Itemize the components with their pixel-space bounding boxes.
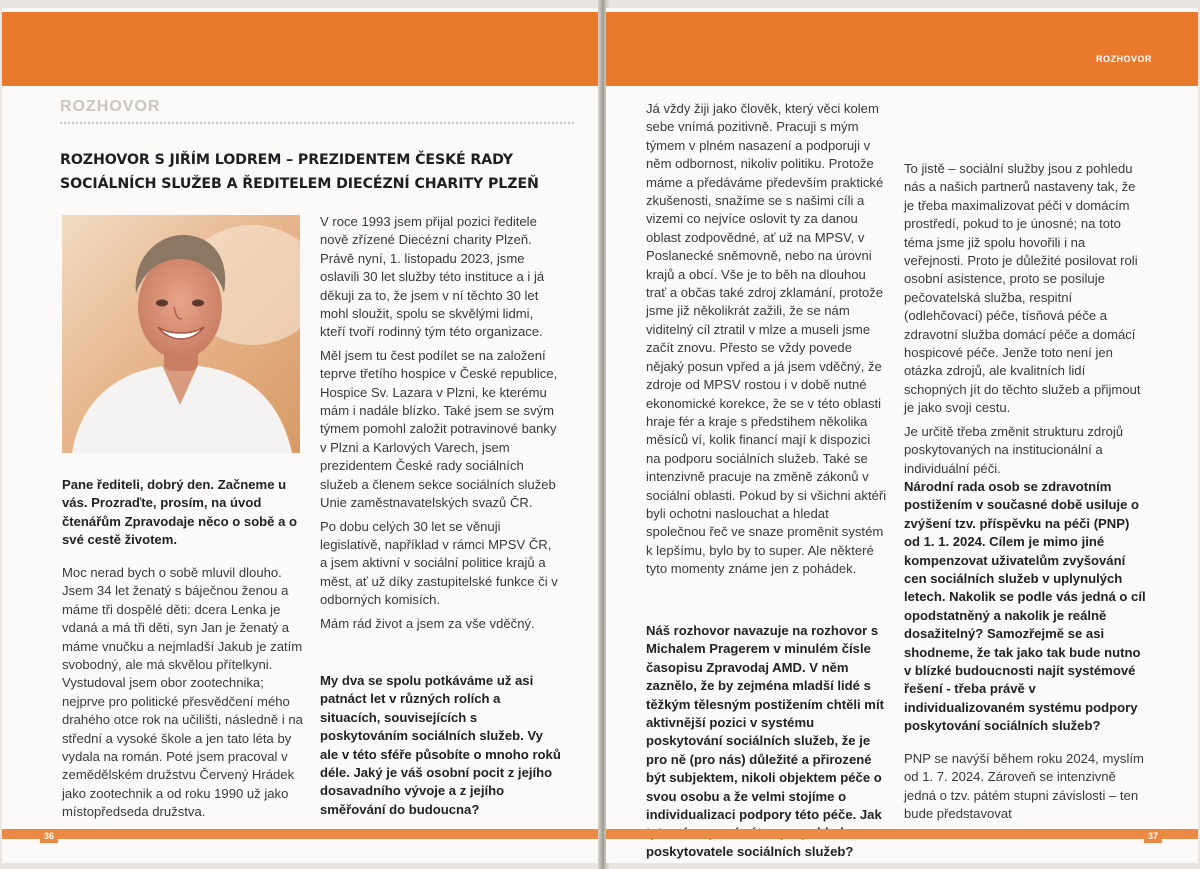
answer-4-text: PNP se navýší během roku 2024, myslím od 1. 7. 2024. Zároveň se intenzivně jedná o tzv. pátém stupni závislosti – ten bude představovat bbox=[904, 751, 1144, 822]
intro-paragraph: Mám rád život a jsem za vše vděčný. bbox=[320, 615, 535, 631]
header-band bbox=[2, 12, 602, 86]
article-headline: ROZHOVOR S JIŘÍM LODREM – PREZIDENTEM ČESKÉ RADY SOCIÁLNÍCH SLUŽEB A ŘEDITELEM DIECÉZNÍ CHARITY PLZEŇ bbox=[60, 152, 539, 192]
answer-2 bbox=[646, 100, 888, 584]
portrait-photo bbox=[62, 215, 300, 453]
header-band bbox=[606, 12, 1198, 86]
page-number: 36 bbox=[40, 829, 58, 843]
footer-bar bbox=[2, 829, 602, 839]
question-2-text: My dva se spolu potkáváme už asi patnáct let v různých rolích a situacích, souvisejících s poskytováním sociálních služeb. Vy ale v této sféře působíte o mnoho roků déle. Jaký je váš osobní pocit z jejího dosavadního vývoje a z jejího směřování do budoucna? bbox=[320, 673, 561, 817]
intro-paragraph: V roce 1993 jsem přijal pozici ředitele nově zřízené Diecézní charity Plzeň. Právě nyní, 1. listopadu 2023, jsme oslavili 30 let služby této instituce a i já děkuji za to, že jsem v ní těchto 30 let mohl sloužit, spolu se skvělými lidmi, kteří tvoří rodinný tým této organizace. bbox=[320, 214, 545, 340]
answer-1-text: Moc nerad bych o sobě mluvil dlouho. Jsem 34 let ženatý s báječnou ženou a máme tři dospělé děti: dcera Lenka je vdaná a má tři děti, syn Jan je ženatý a máme vnučku a nejmladší Jakub je zatím svobodný, ale má skvělou přítelkyni. Vystudoval jsem obor zootechnika; nejprve pro politické přesvědčení mého drahého otce rok na učilišti, následně i na střední a vysoké škole a jen tato léta by vydala na román. Poté jsem pracoval v zemědělském družstvu Červený Hrádek jako zootechnik a od roku 1990 už jako místopředseda družstva. bbox=[62, 565, 303, 820]
question-2 bbox=[320, 672, 564, 824]
answer-4 bbox=[904, 750, 1148, 829]
page-number: 37 bbox=[1144, 829, 1162, 843]
intro-paragraph: Po dobu celých 30 let se věnuji legislativě, například v rámci MPSV ČR, a jsem aktivní v sociální politice krajů a měst, ať už díky zastupitelské funkce či v odborných komisích. bbox=[320, 518, 558, 608]
left-page bbox=[2, 8, 602, 863]
answer-2-text: Já vždy žiji jako člověk, který věci kolem sebe vnímá pozitivně. Pracuji s mým týmem v plném nasazení a podporuji v něm odbornost, nikoliv politiku. Protože máme a předáváme především praktické zkušenosti, snažíme se s našimi cíli a vizemi co nejvíce oslovit ty za danou oblast zodpovědné, ať už na MPSV, v Poslanecké sněmovně, nebo na úrovni krajů a obcí. Vše je to běh na dlouhou trať a občas také zdroj zklamání, protože jsme již několikrát zažili, že se nám viditelný cíl ztratil v mlze a museli jsme začít znovu. Přesto se vždy povede nějaký posun vpřed a já jsem vděčný, že zdroje od MPSV rostou i v době nutné ekonomické korekce, že se v této oblasti hraje fér a kraje s předstihem několika měsíců ví, kolik financí mají k dispozici na podporu sociálních služeb. Také se intenzivně pracuje na změně zákonů v sociální oblasti. Pokud by si všichni aktéři byli ochotni naslouchat a hledat společnou řeč ve snaze proměnit systém k lepšímu, bylo by to super. Ale některé tyto momenty známe jen z pohádek. bbox=[646, 101, 887, 577]
answer-3 bbox=[904, 160, 1148, 483]
footer-bar bbox=[606, 829, 1198, 839]
answer-3-text: To jistě – sociální služby jsou z pohledu nás a našich partnerů nastaveny tak, že je třeba maximalizovat péči v domácím prostředí, pokud to je únosné; na toto téma jsme již spolu hovořili i na veřejnosti. Proto je důležité posilovat roli osobní asistence, proto se posiluje pečovatelská služba, respitní (odlehčovací) péče, tísňová péče a zdravotní služba domácí péče a domácí hospicové péče. Jenže toto není jen otázka zdrojů, ale kvalitních lidí schopných jít do těchto služeb a přijmout je jako svoji cestu. bbox=[904, 161, 1141, 416]
section-label: ROZHOVOR bbox=[1095, 54, 1152, 64]
answer-3-text: Je určitě třeba změnit strukturu zdrojů poskytovaných na institucionální a individuální péči. bbox=[904, 423, 1124, 476]
question-1-text: Pane řediteli, dobrý den. Začneme u vás. Prozraďte, prosím, na úvod čtenářům Zpravodaje něco o sobě a o své cestě životem. bbox=[62, 477, 298, 548]
question-4 bbox=[904, 478, 1148, 741]
section-label: ROZHOVOR bbox=[60, 98, 161, 115]
divider bbox=[60, 122, 574, 124]
intro-paragraph: Měl jsem tu čest podílet se na založení teprve třetího hospice v České republice, Hospice Sv. Lazara v Plzni, ke kterému mám i nadále blízko. Také jsem se svým týmem pomohl založit potravinové banky v Plzni a Karlových Varech, jsem prezidentem České rady sociálních služeb a členem sekce sociálních služeb Unie zaměstnavatelských svazů ČR. bbox=[320, 347, 558, 511]
question-4-text: Národní rada osob se zdravotním postižením v současné době usiluje o zvýšení tzv. příspěvku na péči (PNP) od 1. 1. 2024. Cílem je mimo jiné kompenzovat uživatelům zvyšování cen sociálních služeb v uplynulých letech. Nakolik se podle vás jedná o cíl opodstatněný a nakolik je reálně dosažitelný? Samozřejmě se asi shodneme, že tak jako tak bude nutno v blízké budoucnosti najít systémové řešení - třeba právě v individualizovaném systému podpory poskytování sociálních služeb? bbox=[904, 479, 1146, 734]
question-3-text: Náš rozhovor navazuje na rozhovor s Michalem Pragerem v minulém čísle časopisu Zpravodaj AMD. V něm zaznělo, že by zejména mladší lidé s těžkým tělesným postižením chtěli mít aktivnější pozici v systému poskytování sociálních služeb, že je pro ně (pro nás) důležité a přirozené být subjektem, nikoli objektem péče o svou osobu a že velmi stojíme o individualizaci podpory této péče. Jak poskytovatele sociálních služeb? bbox=[646, 623, 884, 859]
question-1 bbox=[62, 476, 304, 555]
right-page bbox=[606, 8, 1198, 863]
question-3 bbox=[646, 622, 890, 863]
answer-1 bbox=[62, 564, 304, 827]
intro-column bbox=[320, 213, 562, 638]
